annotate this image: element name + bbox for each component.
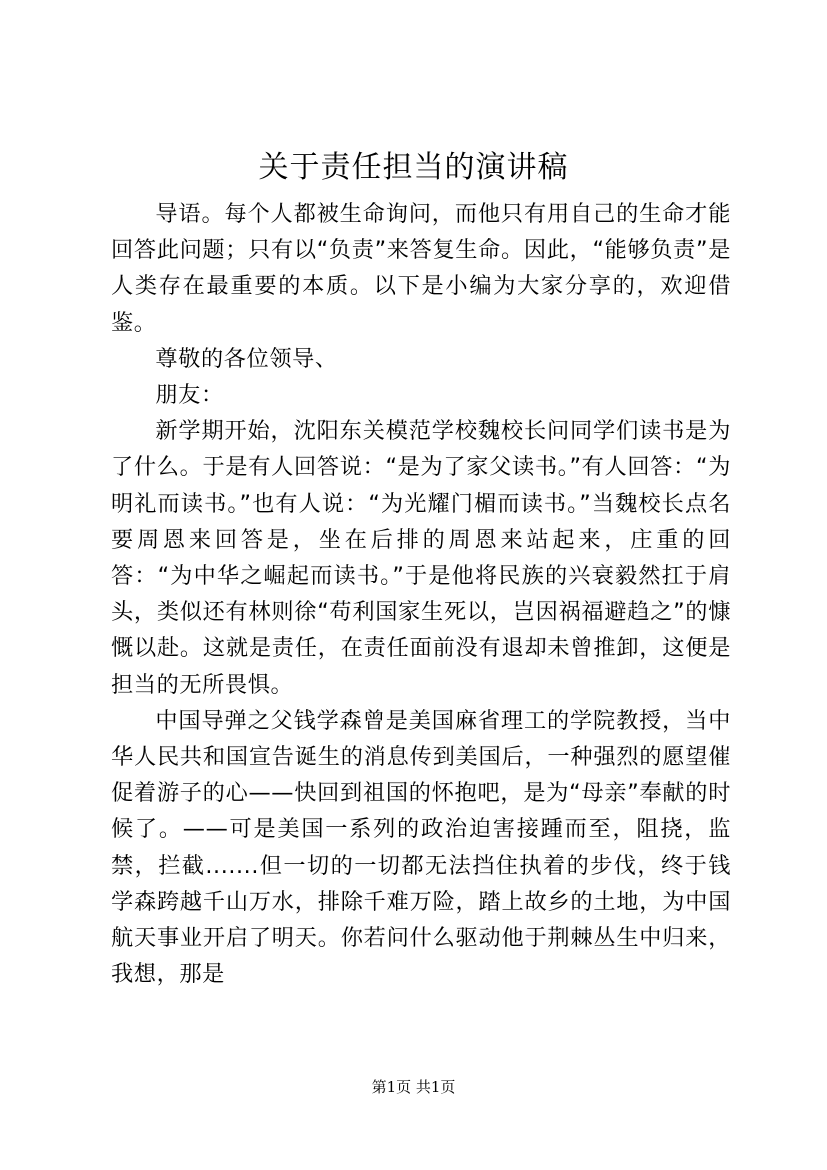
paragraph-salutation-friends: 朋友： [155, 382, 224, 409]
page-footer: 第1页 共1页 [371, 1078, 456, 1096]
document-body [111, 196, 731, 992]
paragraph-salutation: 尊敬的各位领导、 [155, 345, 338, 372]
paragraph-intro: 导语。每个人都被生命询问，而他只有用自己的生命才能回答此问题；只有以“负责”来答复生命。因此，“能够负责”是人类存在最重要的本质。以下是小编为大家分享的，欢迎借鉴。 [111, 201, 731, 336]
paragraph-qian-xuesen: 中国导弹之父钱学森曾是美国麻省理工的学院教授，当中华人民共和国宣告诞生的消息传到美国后，一种强烈的愿望催促着游子的心——快回到祖国的怀抱吧，是为“母亲”奉献的时候了。——可是美国一系列的政治迫害接踵而至，阻挠，监禁，拦截.......但一切的一切都无法挡住执着的步伐，终于钱学森跨越千山万水，排除千难万险，踏上故乡的土地，为中国航天事业开启了明天。你若问什么驱动他于荆棘丛生中归来，我想，那是 [111, 707, 731, 988]
paragraph-zhou-enlai: 新学期开始，沈阳东关模范学校魏校长问同学们读书是为了什么。于是有人回答说：“是为了家父读书。”有人回答：“为明礼而读书。”也有人说：“为光耀门楣而读书。”当魏校长点名要周恩来回答是，坐在后排的周恩来站起来，庄重的回答：“为中华之崛起而读书。”于是他将民族的兴衰毅然扛于肩头，类似还有林则徐“苟利国家生死以，岂因祸福避趋之”的慷慨以赴。这就是责任，在责任面前没有退却未曾推卸，这便是担当的无所畏惧。 [111, 418, 731, 698]
document-title: 关于责任担当的演讲稿 [258, 150, 569, 185]
